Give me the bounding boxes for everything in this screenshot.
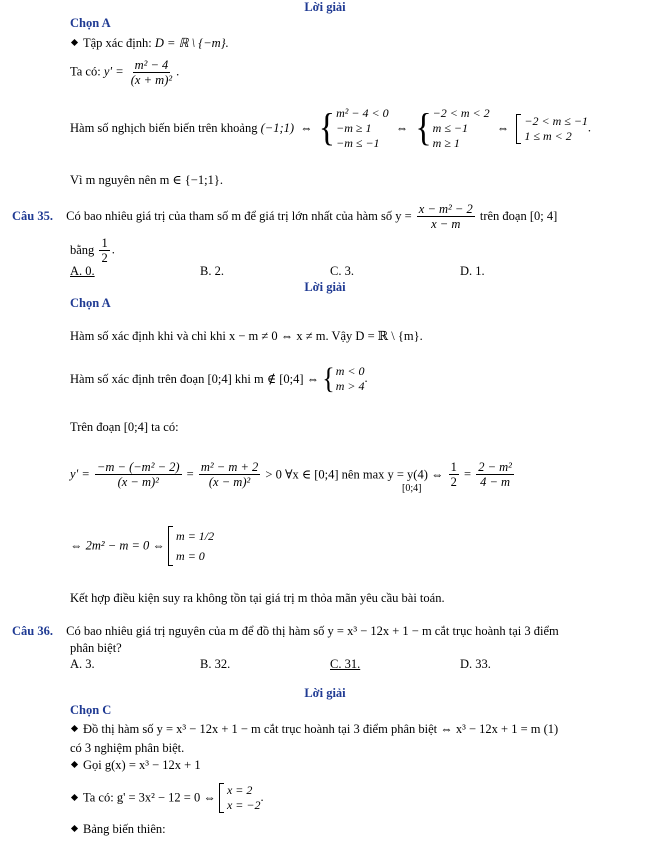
bullet-text: Đồ thị hàm số y = x³ − 12x + 1 − m cắt trục hoành tại 3 điểm phân biệt ⇔ x³ − 12x + 1 = m (1) (83, 722, 559, 736)
system-3 (516, 114, 588, 144)
system-equation (168, 526, 214, 566)
question-36-line2: phân biệt? (70, 641, 122, 655)
domain-line-q34 (70, 35, 229, 51)
system-line: −m ≥ 1 (336, 121, 372, 135)
system-line: m = 0 (176, 549, 205, 563)
domain-label: Tập xác định: (83, 36, 155, 50)
question-text: Có bao nhiêu giá trị nguyên của m để đồ thị hàm số y = x³ − 12x + 1 − m cắt trục hoành tại 3 điểm (66, 624, 559, 638)
question-36 (12, 624, 559, 639)
option-b[interactable]: B. 2. (200, 264, 224, 278)
options-q36 (70, 657, 590, 672)
system-line: m < 0 (335, 364, 365, 378)
system-line: −m ≤ −1 (336, 136, 380, 150)
domain-math: D = ℝ \ {−m}. (154, 36, 229, 50)
system-line: m ≤ −1 (432, 121, 469, 135)
fraction-denominator: 2 (450, 475, 457, 489)
fraction-1 (95, 460, 182, 489)
option-c[interactable]: C. 3. (330, 264, 354, 278)
bullet-icon (71, 39, 78, 46)
q36-bullet-4 (70, 822, 166, 837)
fraction-denominator: (x − m)² (208, 475, 251, 489)
fraction-2 (199, 460, 260, 489)
system-line: m ≥ 1 (432, 136, 460, 150)
q35-domain-text: Hàm số xác định trên đoạn [0;4] khi m ∉ [0;4] ⇔ (70, 372, 320, 386)
question-text: Có bao nhiêu giá trị của tham số m để giá trị lớn nhất của hàm số y = (66, 209, 412, 223)
bang-label: bằng (70, 243, 95, 257)
system-line: x = −2 (226, 798, 261, 812)
q35-domain-interval: Hàm số xác định trên đoạn [0;4] khi m ∉ [0;4] ⇔ { m < 0 m > 4 . (70, 361, 368, 396)
q35-on-interval: Trên đoạn [0;4] ta có: (70, 420, 179, 434)
bracket-icon (219, 783, 224, 813)
fraction-numerator: m² − 4 (134, 58, 169, 72)
option-d[interactable]: D. 1. (460, 264, 485, 278)
brace-icon: { (415, 106, 432, 150)
answer-choice-q35: Chọn A (70, 296, 111, 310)
fraction-denominator: (x + m)² (130, 73, 173, 87)
q36-bullet-1b: có 3 nghiệm phân biệt. (70, 741, 185, 755)
system-2 (415, 106, 489, 151)
question-tail: trên đoạn [0; 4] (479, 209, 558, 223)
half-fraction (99, 236, 109, 265)
system-1 (319, 106, 389, 151)
condition-line-q34: Hàm số nghịch biến biến trên khoảng (−1;1) ⇔ { m² − 4 < 0 −m ≥ 1 −m ≤ −1 ⇔ { −2 < m < 2 m ≤ −1 m ≥ 1 ⇔ −2 < m ≤ −1 1 ≤ m < 2 . (70, 106, 592, 150)
equation-text: ⇔ 2m² − m = 0 ⇔ (70, 538, 165, 553)
bullet-text: Gọi g(x) = x³ − 12x + 1 (83, 758, 201, 772)
conclusion-q34: Vì m nguyên nên m ∈ {−1;1}. (70, 173, 223, 187)
half-fraction (449, 460, 459, 489)
interval: (−1;1) (260, 121, 295, 135)
taco-label: Ta có: (70, 64, 104, 79)
option-d[interactable]: D. 33. (460, 657, 491, 671)
fraction-numerator: x − m² − 2 (418, 202, 473, 216)
derivative-line-q34: Ta có: y' = $\frac{\text{m² − 4}}{\text{(x + m)²}}$ . (70, 58, 180, 87)
bullet-icon (71, 725, 78, 732)
bracket-icon (516, 114, 521, 144)
y-prime: y' = (70, 467, 90, 481)
option-b[interactable]: B. 32. (200, 657, 231, 671)
option-a[interactable]: A. 0. (70, 264, 95, 278)
fraction-denominator: 4 − m (480, 475, 511, 489)
bullet-icon (71, 793, 78, 800)
q36-bullet-1 (70, 722, 558, 737)
derivative-fraction (129, 58, 174, 87)
system-line: m > 4 (335, 379, 365, 393)
fraction-numerator: 1 (101, 236, 108, 250)
brace-icon: { (322, 361, 335, 396)
fraction-denominator: x − m (431, 217, 461, 231)
options-q35 (70, 264, 590, 279)
option-a[interactable]: A. 3. (70, 657, 95, 671)
solution-heading-q35: Lời giải (304, 280, 346, 294)
bullet-icon (71, 825, 78, 832)
question-35-line2: bằng $\frac{1}{2}$ . (70, 236, 115, 265)
derivative-condition: > 0 ∀x ∈ [0;4] nên max y = y(4) ⇔ (265, 467, 444, 482)
answer-choice-q36: Chọn C (70, 703, 112, 717)
fraction-3 (476, 460, 514, 489)
bracket-icon (168, 526, 173, 566)
bullet-text: Ta có: g' = 3x² − 12 = 0 ⇔ (83, 790, 216, 805)
fraction-denominator: 2 (101, 251, 108, 265)
system-line: −2 < m ≤ −1 (524, 113, 588, 128)
q36-bullet-3: Ta có: g' = 3x² − 12 = 0 ⇔ x = 2 x = −2 . (70, 783, 264, 813)
q35-domain: Hàm số xác định khi và chỉ khi x − m ≠ 0 ⇔ x ≠ m. Vậy D = ℝ \ {m}. (70, 329, 423, 343)
function-fraction (417, 202, 475, 231)
max-subscript: [0;4] (402, 483, 422, 494)
q35-final: Kết hợp điều kiện suy ra không tồn tại giá trị m thỏa mãn yêu cầu bài toán. (70, 591, 445, 605)
fraction-numerator: 2 − m² (478, 460, 512, 474)
system-line: −2 < m < 2 (432, 106, 490, 120)
q35-derivative: y' = $\frac{\text{−m − (−m² − 2)}}{\text{(x − m)²}}$ = $\frac{\text{m² − m + 2}}{\text{(x − m)²}}$ > 0 ∀x ∈ [0;4] nên max y = y(4) ⇔ $\frac{1}{2}$ = $\frac{\text{2 − m²}}{4 - m}$ (70, 460, 512, 489)
brace-icon: { (318, 106, 336, 150)
question-label: Câu 36. (12, 624, 53, 638)
system-q35 (322, 361, 365, 396)
system-derivative (219, 783, 261, 813)
bullet-icon (71, 761, 78, 768)
solution-heading-q36: Lời giải (304, 686, 346, 700)
y-prime: y' = (103, 64, 124, 79)
q36-bullet-2 (70, 758, 201, 773)
condition-text: Hàm số nghịch biến biến trên khoảng (70, 121, 261, 135)
system-line: m² − 4 < 0 (336, 106, 389, 120)
option-c[interactable]: C. 31. (330, 657, 361, 671)
system-line: 1 ≤ m < 2 (524, 128, 572, 143)
system-line: m = 1/2 (176, 529, 215, 543)
fraction-numerator: m² − m + 2 (200, 460, 259, 474)
bullet-text: Bảng biến thiên: (83, 822, 166, 836)
q35-equation (70, 526, 214, 566)
system-line: x = 2 (226, 783, 253, 797)
question-label: Câu 35. (12, 209, 53, 223)
fraction-denominator: (x − m)² (117, 475, 159, 489)
fraction-numerator: 1 (450, 460, 457, 474)
answer-choice-q34: Chọn A (70, 16, 111, 30)
fraction-numerator: −m − (−m² − 2) (96, 460, 180, 474)
question-35 (12, 202, 557, 231)
solution-heading-top: Lời giải (304, 0, 346, 14)
